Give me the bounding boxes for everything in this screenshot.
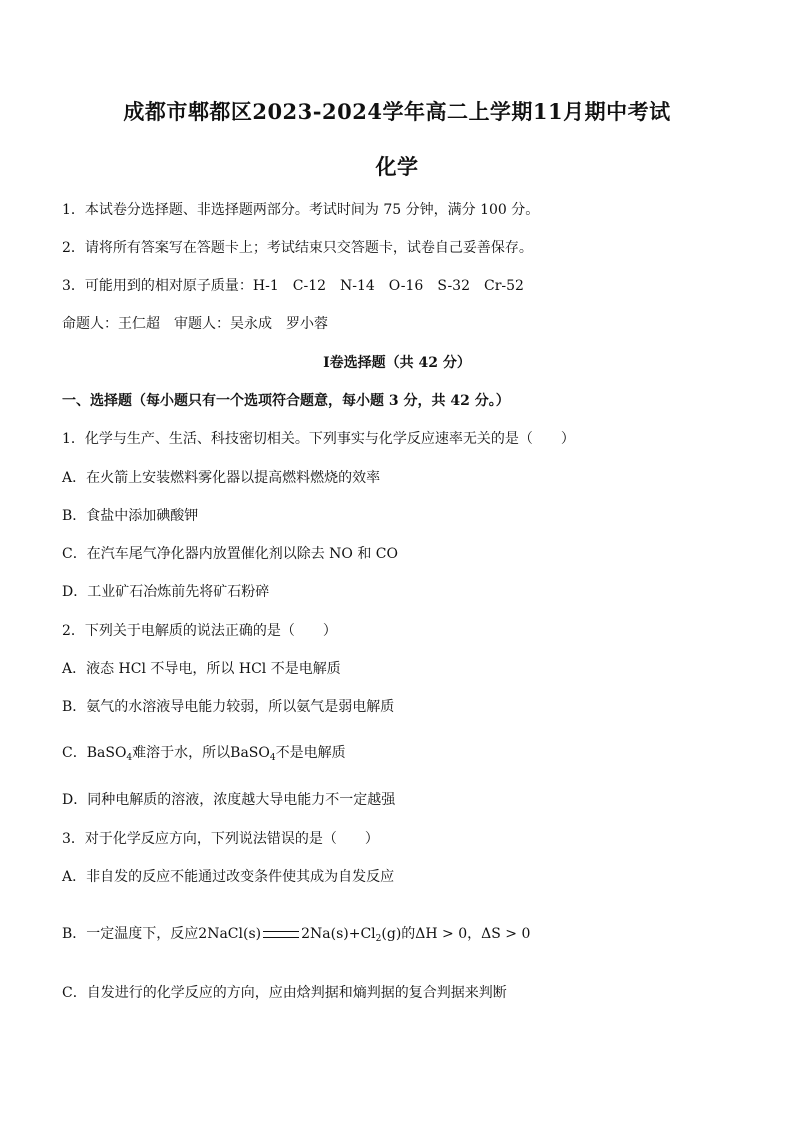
q2-c-prefix: C． xyxy=(62,745,87,761)
q3-option-b xyxy=(62,925,530,943)
q3-option-c: C．自发进行的化学反应的方向，应由焓判据和熵判据的复合判据来判断 xyxy=(62,985,507,1001)
instruction-3: 3．可能用到的相对原子质量：H-1 C-12 N-14 O-16 S-32 Cr-52 xyxy=(62,278,524,294)
part-title: 一、选择题（每小题只有一个选项符合题意，每小题 3 分，共 42 分。） xyxy=(62,393,510,409)
instruction-1: 1．本试卷分选择题、非选择题两部分。考试时间为 75 分钟，满分 100 分。 xyxy=(62,202,540,218)
q3-stem: 3．对于化学反应方向，下列说法错误的是（ ） xyxy=(62,831,379,847)
q1-option-a: A．在火箭上安装燃料雾化器以提高燃料燃烧的效率 xyxy=(62,470,381,486)
q3-b-rhs: $2Na(s)+Cl_2(g)$ xyxy=(301,926,402,944)
exam-title: 成都市郫都区2023-2024学年高二上学期11月期中考试 xyxy=(123,99,671,124)
q2-option-c xyxy=(62,744,346,762)
q2-c-formula-2: BaSO$_4$ xyxy=(230,745,276,763)
equals-sign-icon xyxy=(263,931,299,938)
q1-option-d: D．工业矿石冶炼前先将矿石粉碎 xyxy=(62,584,270,600)
instruction-2: 2．请将所有答案写在答题卡上；考试结束只交答题卡，试卷自己妥善保存。 xyxy=(62,240,533,256)
q2-c-suffix: 不是电解质 xyxy=(275,745,346,761)
q3-b-prefix: B．一定温度下，反应 xyxy=(62,926,199,942)
section-title: Ⅰ卷选择题（共 42 分） xyxy=(323,355,471,371)
q2-c-formula-1: BaSO$_4$ xyxy=(86,745,133,763)
q1-option-c: C．在汽车尾气净化器内放置催化剂以除去 NO 和 CO xyxy=(62,546,398,562)
q3-b-cond-2: ΔS > 0 xyxy=(481,926,531,942)
q2-option-d: D．同种电解质的溶液，浓度越大导电能力不一定越强 xyxy=(62,792,396,808)
q2-stem: 2．下列关于电解质的说法正确的是（ ） xyxy=(62,623,337,639)
q3-b-cond-1: ΔH > 0 xyxy=(415,926,468,942)
q2-c-mid: 难溶于水，所以 xyxy=(132,745,231,761)
authors-line: 命题人：王仁超 审题人：吴永成 罗小蓉 xyxy=(62,316,328,332)
q3-b-lhs: 2NaCl(s) xyxy=(198,926,262,942)
q3-b-mid: 的 xyxy=(401,926,416,942)
subject-title: 化学 xyxy=(375,154,419,179)
q1-option-b: B．食盐中添加碘酸钾 xyxy=(62,508,199,524)
q3-option-a: A．非自发的反应不能通过改变条件使其成为自发反应 xyxy=(62,869,395,885)
q2-option-a: A．液态 HCl 不导电，所以 HCl 不是电解质 xyxy=(62,661,341,677)
q2-option-b: B．氨气的水溶液导电能力较弱，所以氨气是弱电解质 xyxy=(62,699,395,715)
q3-b-comma: ， xyxy=(467,926,482,942)
q1-stem: 1．化学与生产、生活、科技密切相关。下列事实与化学反应速率无关的是（ ） xyxy=(62,431,575,447)
